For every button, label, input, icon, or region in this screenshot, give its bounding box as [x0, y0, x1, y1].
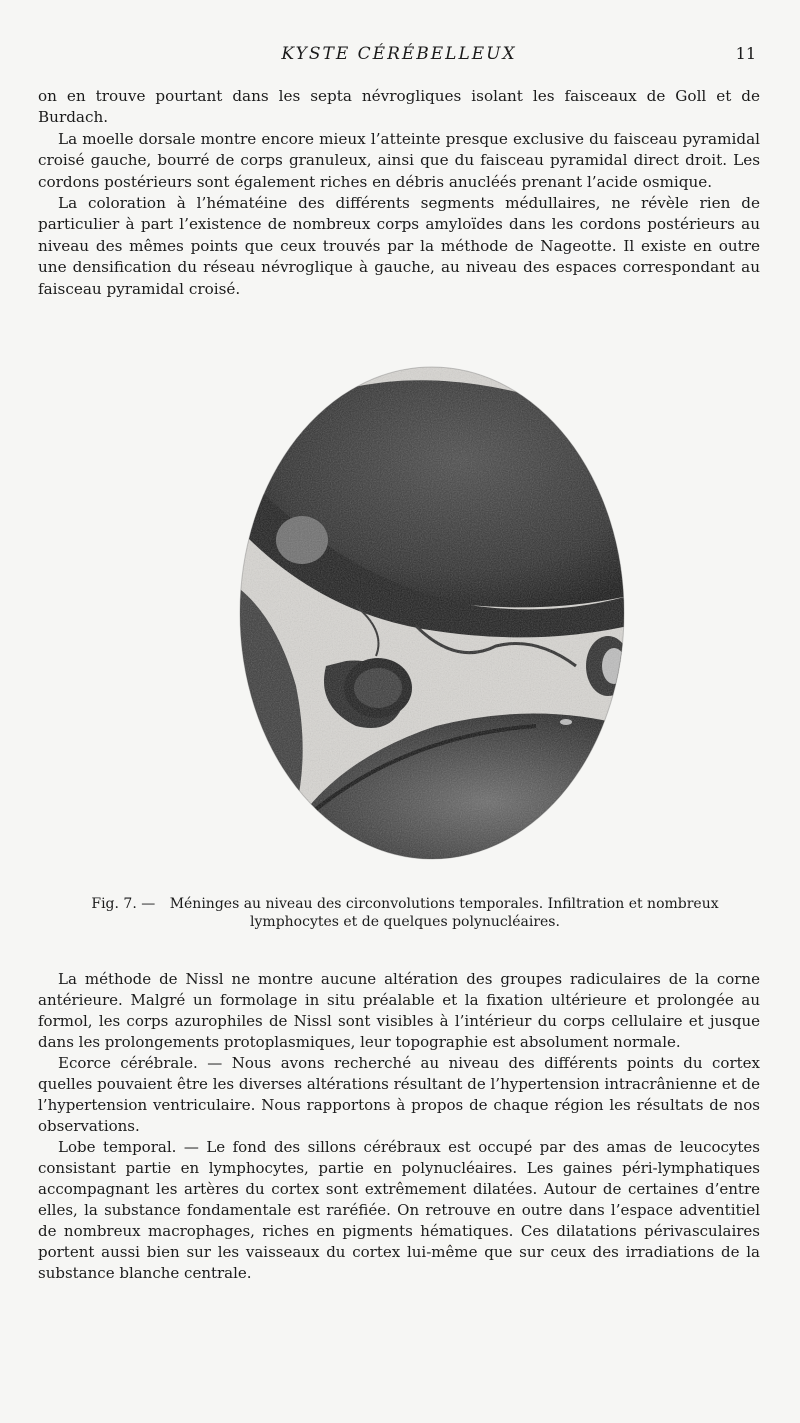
- figure-caption: [60, 895, 750, 931]
- paragraph: on en trouve pourtant dans les septa névrogliques isolant les faisceaux de Goll et de Burdach.: [38, 87, 760, 127]
- paragraph: La méthode de Nissl ne montre aucune altération des groupes radiculaires de la corne antérieure. Malgré un formolage in situ préalable et la fixation ultérieure et prolongée au formol, les corps azurophiles de Nissl sont visibles à l’intérieur du corps cellulaire et jusque dans les prolongements protoplasmiques, leur topographie est absolument normale.: [38, 970, 760, 1051]
- page-header: [38, 44, 760, 68]
- running-title: KYSTE CÉRÉBELLEUX: [281, 44, 517, 64]
- paragraph: Lobe temporal. — Le fond des sillons cérébraux est occupé par des amas de leucocytes consistant partie en lymphocytes, partie en polynucléaires. Les gaines péri-lymphatiques accompagnant les artères du cortex sont extrêmement dilatées. Autour de certaines d’entre elles, la substance fondamentale est raréfiée. On retrouve en outre dans l’espace adventitiel de nombreux macrophages, riches en pigments hématiques. Ces dilatations périvasculaires portent aussi bien sur les vaisseaux du cortex lui-même que sur ceux des irradiations de la substance blanche centrale.: [38, 1138, 760, 1282]
- micrograph-image: [236, 366, 628, 860]
- paragraph: La moelle dorsale montre encore mieux l’atteinte presque exclusive du faisceau pyramidal croisé gauche, bourré de corps granuleux, ainsi que du faisceau pyramidal direct droit. Les cordons postérieurs sont également riches en débris anucléés prenant l’acide osmique.: [38, 129, 760, 191]
- caption-text: Méninges au niveau des circonvolutions temporales. Infiltration et nombreux lymphocytes et de quelques polynucléaires.: [169, 896, 719, 930]
- lower-text-block: [38, 969, 760, 1284]
- paragraph: La coloration à l’hématéine des différents segments médullaires, ne révèle rien de particulier à part l’existence de nombreux corps amyloïdes dans les cordons postérieurs au niveau des mêmes points que ceux trouvés par la méthode de Nageotte. Il existe en outre une densification du réseau névroglique à gauche, au niveau des espaces correspondant au faisceau pyramidal croisé.: [38, 194, 760, 298]
- figure-7: [236, 366, 628, 860]
- upper-text-block: [38, 86, 760, 300]
- paragraph: Ecorce cérébrale. — Nous avons recherché au niveau des différents points du cortex quelles pouvaient être les diverses altérations résultant de l’hypertension intracrânienne et de l’hypertension ventriculaire. Nous rapportons à propos de chaque région les résultats de nos observations.: [38, 1054, 760, 1135]
- figure-label: Fig. 7. —: [91, 896, 156, 912]
- page-number: 11: [735, 44, 756, 63]
